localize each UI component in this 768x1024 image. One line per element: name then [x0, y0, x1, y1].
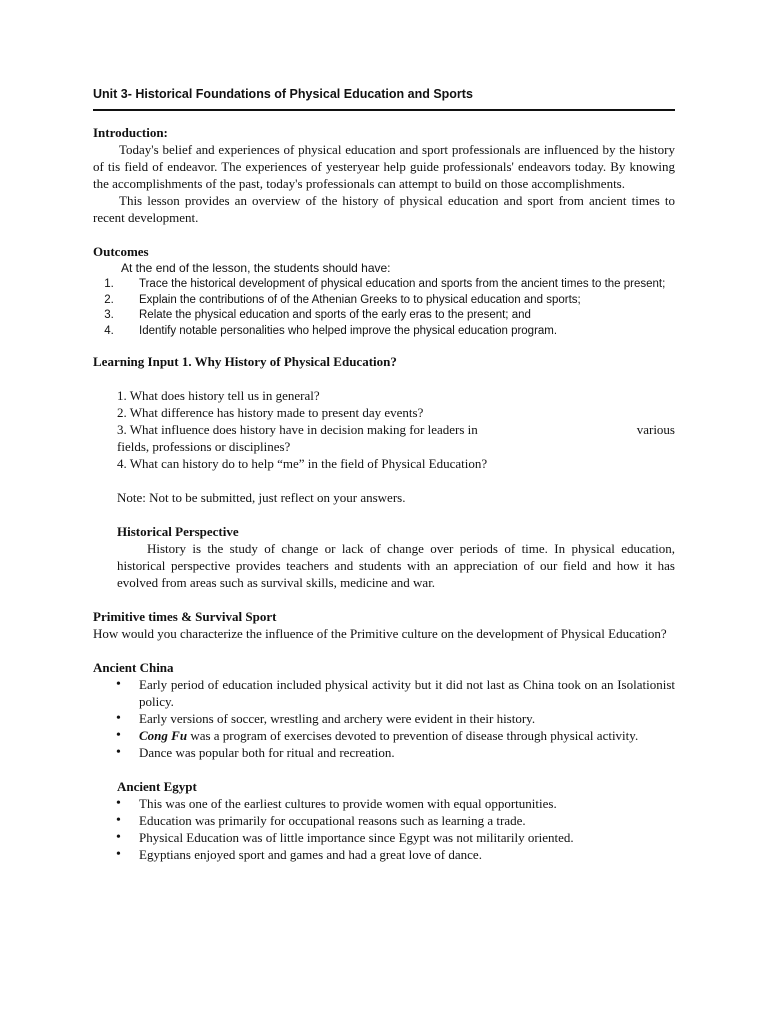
outcome-item: 1. Trace the historical development of physical education and sports from the ancient times to the present; [117, 277, 675, 293]
list-item: • Dance was popular both for ritual and recreation. [139, 744, 675, 761]
ancient-egypt-heading: Ancient Egypt [117, 779, 197, 794]
ancient-china-list [93, 676, 675, 761]
primitive-paragraph: How would you characterize the influence of the Primitive culture on the development of Physical Education? [93, 626, 667, 641]
outcome-item: 3. Relate the physical education and sports of the early eras to the present; and [117, 308, 675, 324]
outcomes-list [93, 277, 675, 339]
ancient-egypt-list [93, 795, 675, 863]
unit-title: Unit 3- Historical Foundations of Physical Education and Sports [93, 86, 675, 111]
question-2: 2. What difference has history made to present day events? [117, 405, 424, 420]
introduction-paragraph-2: This lesson provides an overview of the history of physical education and sport from ancient times to recent development. [93, 193, 675, 225]
ancient-china-heading: Ancient China [93, 660, 174, 675]
outcome-item: 2. Explain the contributions of of the Athenian Greeks to to physical education and sports; [117, 293, 675, 309]
list-item: • This was one of the earliest cultures to provide women with equal opportunities. [139, 795, 675, 812]
list-item [139, 727, 675, 744]
historical-perspective-heading: Historical Perspective [117, 524, 239, 539]
list-item: • Education was primarily for occupational reasons such as learning a trade. [139, 812, 675, 829]
question-3-continuation: fields, professions or disciplines? [117, 439, 291, 454]
question-4: 4. What can history do to help “me” in the field of Physical Education? [117, 456, 488, 471]
list-item: • Physical Education was of little importance since Egypt was not militarily oriented. [139, 829, 675, 846]
historical-perspective-paragraph: History is the study of change or lack of change over periods of time. In physical education, historical perspective provides teachers and students with an appreciation of our field and how it has evolved from areas such as survival skills, medicine and war. [117, 541, 675, 590]
question-3-word: various [636, 422, 675, 437]
outcomes-lead: At the end of the lesson, the students should have: [121, 261, 391, 275]
cong-fu-term: Cong Fu [139, 728, 188, 743]
primitive-heading: Primitive times & Survival Sport [93, 609, 277, 624]
introduction-heading: Introduction: [93, 125, 168, 140]
question-3-text: 3. What influence does history have in decision making for leaders in [117, 422, 478, 437]
outcome-item: 4. Identify notable personalities who helped improve the physical education program. [117, 324, 675, 340]
introduction-paragraph-1: Today's belief and experiences of physical education and sport professionals are influenced by the history of tis field of endeavor. The experiences of yesteryear help guide professionals' endeavors today. By knowing the accomplishments of the past, today's professionals can attempt to build on those accomplishments. [93, 142, 675, 191]
question-1: 1. What does history tell us in general? [117, 388, 320, 403]
reflection-note: Note: Not to be submitted, just reflect on your answers. [117, 490, 406, 505]
list-item: • Egyptians enjoyed sport and games and had a great love of dance. [139, 846, 675, 863]
question-3 [117, 421, 675, 438]
learning-input-heading: Learning Input 1. Why History of Physical Education? [93, 354, 397, 369]
list-item: • Early versions of soccer, wrestling and archery were evident in their history. [139, 710, 675, 727]
list-item: • Early period of education included physical activity but it did not last as China took on an Isolationist policy. [139, 676, 675, 710]
outcomes-heading: Outcomes [93, 244, 149, 259]
cong-fu-description: was a program of exercises devoted to prevention of disease through physical activity. [187, 728, 639, 743]
document-page [93, 86, 675, 863]
